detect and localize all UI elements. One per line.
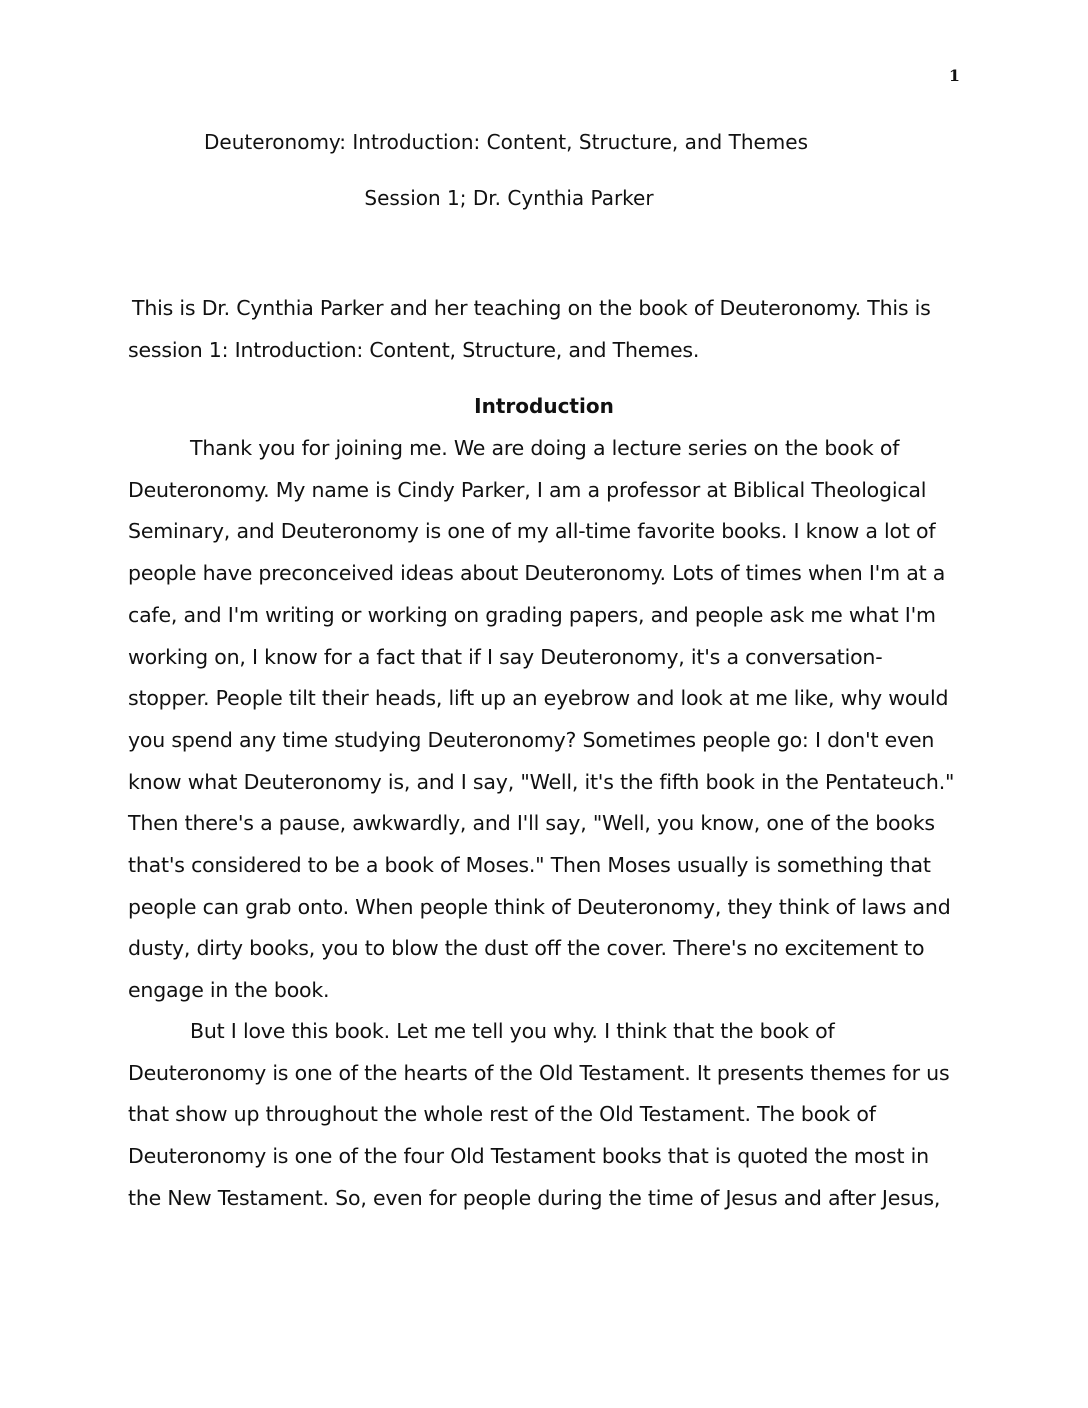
document-subtitle: Session 1; Dr. Cynthia Parker: [364, 186, 654, 210]
section-heading: Introduction: [474, 394, 614, 418]
body-paragraph-1: Thank you for joining me. We are doing a lecture series on the book of Deuteronomy. My name is Cindy Parker, I am a professor at Biblical Theological Seminary, and Deuteronomy is one of my all-time favorite books. I know a lot of people have preconceived ideas about Deuteronomy. Lots of times when I'm at a cafe, and I'm writing or working on grading papers, and people ask me what I'm working on, I know for a fact that if I say Deuteronomy, it's a conversation-stopper. People tilt their heads, lift up an eyebrow and look at me like, why would you spend any time studying Deuteronomy? Sometimes people go: I don't even know what Deuteronomy is, and I say, "Well, it's the fifth book in the Pentateuch." Then there's a pause, awkwardly, and I'll say, "Well, you know, one of the books that's considered to be a book of Moses." Then Moses usually is something that people can grab onto. When people think of Deuteronomy, they think of laws and dusty, dirty books, you to blow the dust off the cover. There's no excitement to engage in the book.: [128, 436, 955, 1003]
document-title: Deuteronomy: Introduction: Content, Structure, and Themes: [203, 130, 809, 154]
page-number: 1: [948, 66, 960, 85]
body-paragraph-2: But I love this book. Let me tell you why. I think that the book of Deuteronomy is one of the hearts of the Old Testament. It presents themes for us that show up throughout the whole rest of the Old Testament. The book of Deuteronomy is one of the four Old Testament books that is quoted the most in the New Testament. So, even for people during the time of Jesus and after Jesus,: [128, 1019, 950, 1210]
intro-paragraph: This is Dr. Cynthia Parker and her teaching on the book of Deuteronomy. This is session 1: Introduction: Content, Structure, and Themes.: [128, 296, 931, 362]
